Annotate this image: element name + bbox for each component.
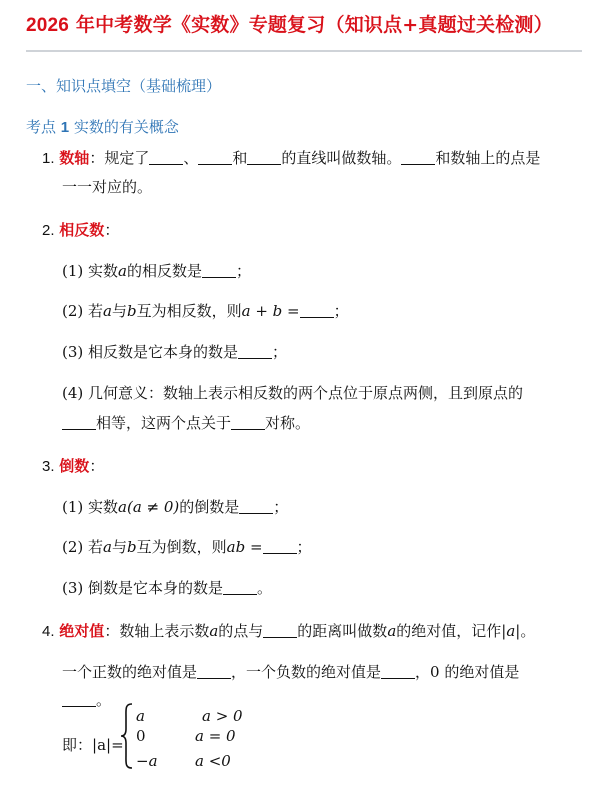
abs-formula-lhs (62, 735, 124, 755)
kaodian-prefix: 考点 (26, 118, 61, 136)
document-title (26, 10, 596, 37)
title-year: 2026 (26, 15, 70, 36)
kaodian-heading (26, 116, 179, 137)
item-4-text-a: ：数轴上表示数 (104, 622, 210, 640)
item-2-sub-2-text-b: 与 (111, 302, 127, 320)
answer-blank[interactable] (62, 414, 96, 430)
case-1-value: a (136, 707, 145, 725)
answer-blank[interactable] (238, 343, 272, 359)
punct: ； (296, 538, 312, 556)
case-1-condition: a > 0 (202, 707, 243, 725)
item-1-line-1 (42, 148, 540, 169)
item-3-heading (42, 456, 104, 477)
title-text: 年中考数学《实数》专题复习（知识点+真题过关检测） (69, 14, 553, 36)
math-var: a (387, 622, 397, 640)
math-expr: a(a ≠ 0) (118, 498, 180, 516)
item-3-sub-2-text: (2) 若 (62, 538, 104, 556)
item-1-number: 1. (42, 150, 55, 167)
answer-blank[interactable] (401, 149, 435, 165)
formula-lhs: |a|= (92, 736, 124, 754)
item-4-text-c: 的距离叫做数 (297, 622, 388, 640)
item-3-colon: ： (89, 457, 105, 475)
item-1-term: 数轴 (59, 149, 90, 167)
item-4-text-l2c: ，0 的绝对值是 (415, 663, 520, 681)
answer-blank[interactable] (263, 622, 297, 638)
punct: 。 (96, 691, 112, 709)
item-3-sub-3 (62, 578, 272, 598)
item-4-text-l2b: ，一个负数的绝对值是 (231, 663, 382, 681)
answer-blank[interactable] (239, 498, 273, 514)
item-1-text-b: 、 (183, 149, 199, 167)
title-divider (26, 50, 582, 52)
item-3-sub-1-text-b: 的倒数是 (179, 498, 240, 516)
answer-blank[interactable] (263, 538, 297, 554)
math-var: b (127, 538, 137, 556)
item-2-sub-4-cont (62, 413, 310, 433)
section-heading: 一、知识点填空（基础梳理） (26, 77, 222, 95)
answer-blank[interactable] (247, 149, 281, 165)
math-var: a (209, 622, 219, 640)
item-2-sub-1-text: (1) 实数 (62, 262, 119, 280)
item-3-number: 3. (42, 458, 55, 475)
case-3-value: −a (136, 752, 158, 770)
item-3-sub-1-text: (1) 实数 (62, 498, 119, 516)
math-var: a (103, 538, 112, 556)
item-4-line-2 (62, 662, 519, 682)
punct: ； (236, 262, 252, 280)
math-expr: a + b = (241, 302, 300, 320)
item-2-colon: ： (104, 221, 120, 239)
math-var: a (118, 262, 127, 280)
item-4-text-d: 的绝对值，记作 (396, 622, 502, 640)
item-3-sub-2 (62, 537, 312, 557)
item-4-text-l2a: 一个正数的绝对值是 (62, 663, 198, 681)
answer-blank[interactable] (149, 149, 183, 165)
punct: ； (333, 302, 349, 320)
answer-blank[interactable] (62, 691, 96, 707)
answer-blank[interactable] (381, 663, 415, 679)
item-3-sub-2-text-c: 互为倒数，则 (136, 538, 227, 556)
answer-blank[interactable] (231, 414, 265, 430)
math-var: b (127, 302, 137, 320)
case-2-value: 0 (136, 727, 146, 745)
answer-blank[interactable] (300, 302, 334, 318)
math-var: a (103, 302, 112, 320)
punct: 。 (520, 622, 536, 640)
item-4-term: 绝对值 (59, 622, 105, 640)
item-2-sub-3-text: (3) 相反数是它本身的数是 (62, 343, 239, 361)
answer-blank[interactable] (198, 149, 232, 165)
item-1-text-d: 的直线叫做数轴。 (281, 149, 402, 167)
item-1-text-c: 和 (232, 149, 248, 167)
math-expr (92, 736, 124, 754)
answer-blank[interactable] (197, 663, 231, 679)
kaodian-number: 1 (60, 119, 70, 136)
item-3-sub-2-text-b: 与 (111, 538, 127, 556)
item-2-number: 2. (42, 222, 55, 239)
punct: 。 (257, 579, 273, 597)
item-2-sub-1 (62, 261, 251, 281)
item-4-line-1 (42, 621, 535, 642)
item-1-line-2: 一一对应的。 (62, 178, 153, 196)
item-2-sub-2-text-c: 互为相反数，则 (136, 302, 242, 320)
math-expr: |a| (501, 622, 521, 640)
punct: ； (273, 498, 289, 516)
item-2-sub-2-text: (2) 若 (62, 302, 104, 320)
item-1-text-e: 和数轴上的点是 (435, 149, 541, 167)
item-2-sub-3 (62, 342, 287, 362)
item-2-term: 相反数 (59, 221, 105, 239)
item-2-sub-2 (62, 301, 349, 321)
item-2-sub-4-text-c: 对称。 (265, 414, 311, 432)
item-3-sub-1 (62, 497, 288, 517)
case-3-condition: a <0 (195, 752, 231, 770)
item-4-line-3 (62, 690, 111, 710)
kaodian-text: 实数的有关概念 (69, 118, 179, 136)
item-2-sub-1-text-b: 的相反数是 (126, 262, 202, 280)
item-4-number: 4. (42, 623, 55, 640)
item-2-heading (42, 220, 119, 241)
item-1-text-a: ：规定了 (89, 149, 150, 167)
left-brace-icon (120, 703, 134, 769)
item-4-text-b: 的点与 (218, 622, 264, 640)
answer-blank[interactable] (202, 262, 236, 278)
punct: ； (272, 343, 288, 361)
answer-blank[interactable] (223, 579, 257, 595)
item-3-sub-3-text: (3) 倒数是它本身的数是 (62, 579, 224, 597)
math-expr: ab = (226, 538, 263, 556)
item-3-term: 倒数 (59, 457, 90, 475)
item-2-sub-4-text-b: 相等，这两个点关于 (96, 414, 232, 432)
formula-prefix: 即： (62, 736, 93, 754)
item-2-sub-4: (4) 几何意义：数轴上表示相反数的两个点位于原点两侧，且到原点的 (62, 384, 524, 402)
case-2-condition: a = 0 (195, 727, 236, 745)
